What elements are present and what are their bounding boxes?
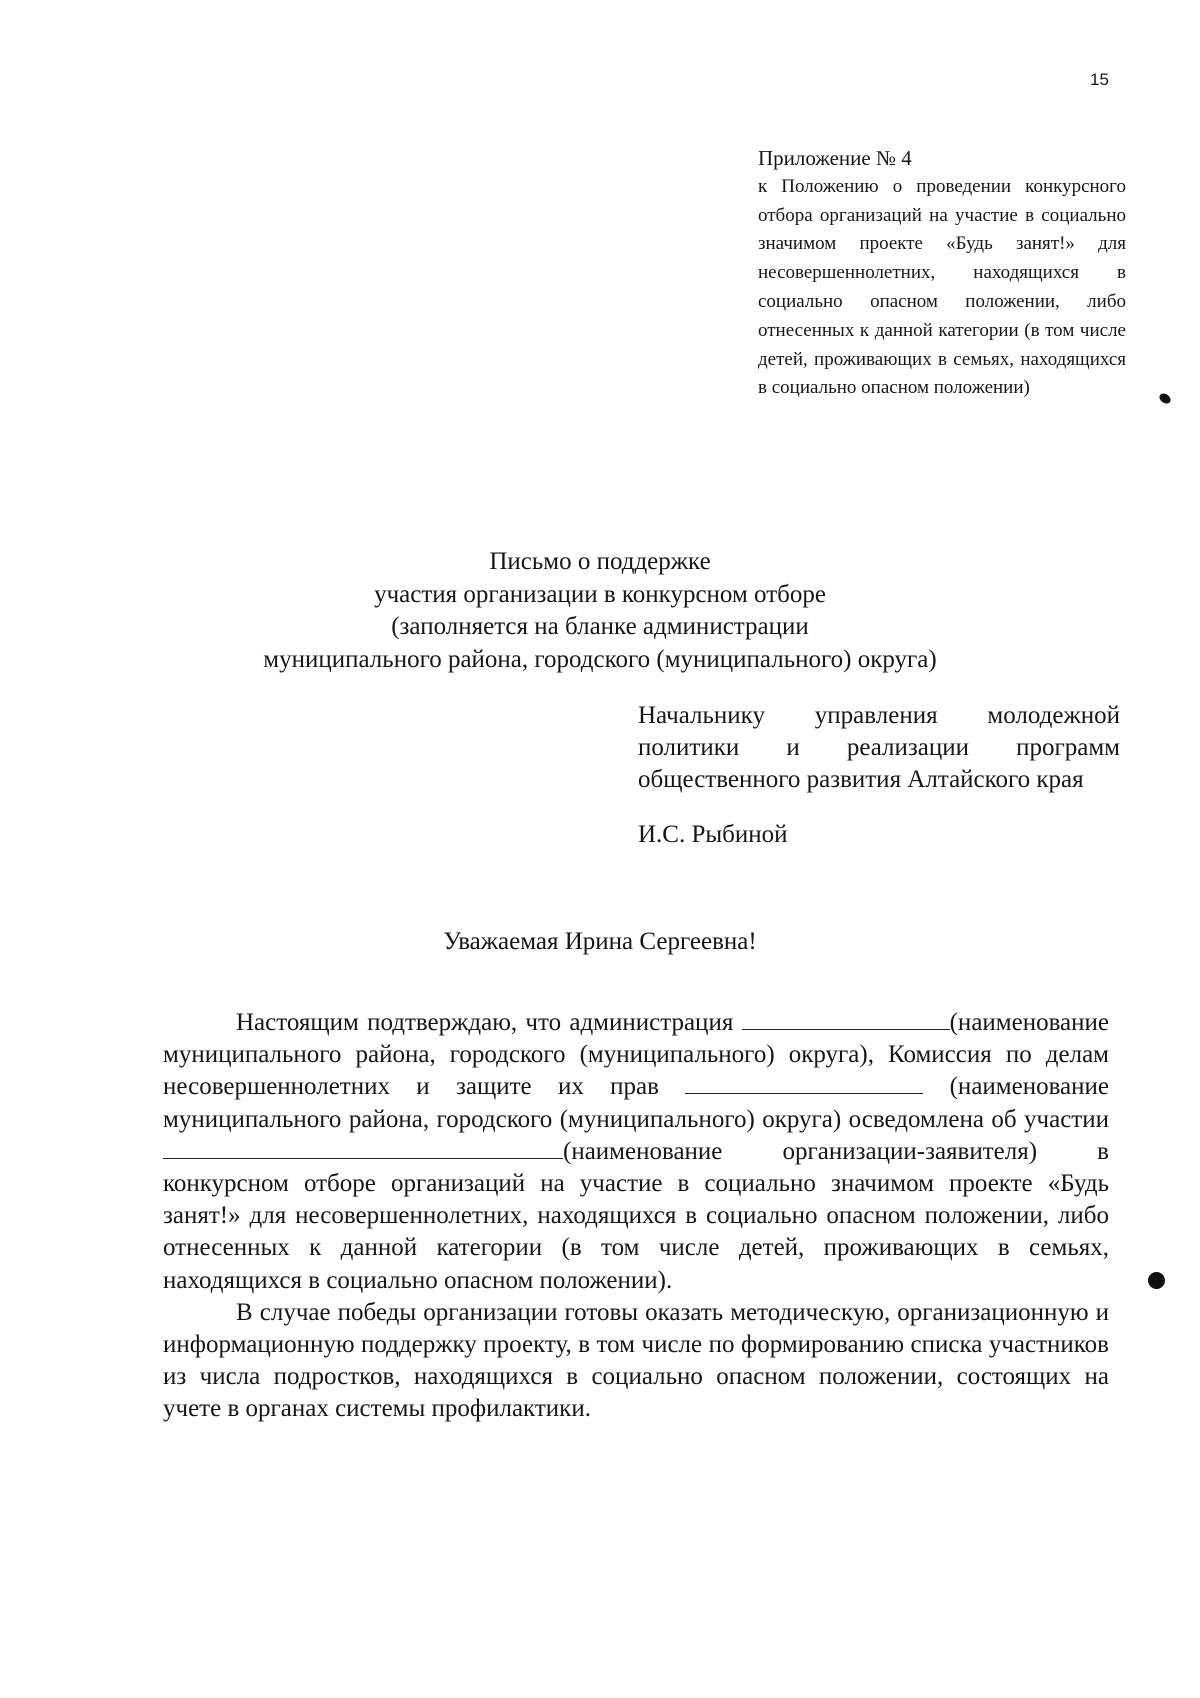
document-title-line-2: участия организации в конкурсном отборе (374, 580, 826, 608)
letter-text-1a: Настоящим подтверждаю, что администрация (236, 1009, 734, 1036)
blank-municipality-1 (742, 1007, 950, 1030)
letter-body (163, 1007, 1109, 1426)
blank-organization (163, 1136, 563, 1159)
document-title-line-4: муниципального района, городского (муниципального) округа) (263, 645, 937, 673)
addressee-block (638, 700, 1120, 851)
letter-text-1b: (наименование муниципального района, городского (муниципального) округа), Комиссия по делам несовершеннолетних и защите их прав (163, 1009, 1110, 1101)
letter-text-1d: (наименование организации-заявителя) в конкурсном отборе организаций на участие в социально значимом проекте «Будь занят!» для несовершеннолетних, находящихся в социально опасном положении, либо отнесенных к данной категории (в том числе детей, проживающих в семьях, находящихся в социально опасном положении). (163, 1137, 1109, 1294)
annex-body: к Положению о проведении конкурсного отбора организаций на участие в социально значимом проекте «Будь занят!» для несовершеннолетних, находящихся в социально опасном положении, либо отнесенных к данной категории (в том числе детей, проживающих в семьях, находящихся в социально опасном положении) (758, 175, 1126, 399)
letter-paragraph-2: В случае победы организации готовы оказать методическую, организационную и информационную поддержку проекту, в том числе по формированию списка участников из числа подростков, находящихся в социально опасном положении, состоящих на учете в органах системы профилактики. (163, 1298, 1109, 1423)
page-number: 15 (1090, 70, 1109, 89)
scan-speck (1158, 391, 1173, 405)
document-title-line-3: (заполняется на бланке администрации (391, 613, 809, 640)
document-title-line-1: Письмо о поддержке (489, 548, 711, 575)
addressee-name: И.С. Рыбиной (638, 820, 788, 848)
annex-block (758, 144, 1126, 403)
scan-punch-hole (1148, 1272, 1165, 1289)
salutation: Уважаемая Ирина Сергеевна! (443, 928, 757, 955)
blank-municipality-2 (685, 1071, 923, 1094)
addressee-position: Начальнику управления молодежной политики и реализации программ общественного развития Алтайского края (638, 702, 1120, 794)
document-title (100, 546, 1100, 676)
letter-paragraph-1 (163, 1007, 1109, 1297)
letter-text-1c: (наименование муниципального района, городского (муниципального) округа) осведомлена об участии (163, 1073, 1110, 1133)
annex-title: Приложение № 4 (758, 146, 912, 170)
